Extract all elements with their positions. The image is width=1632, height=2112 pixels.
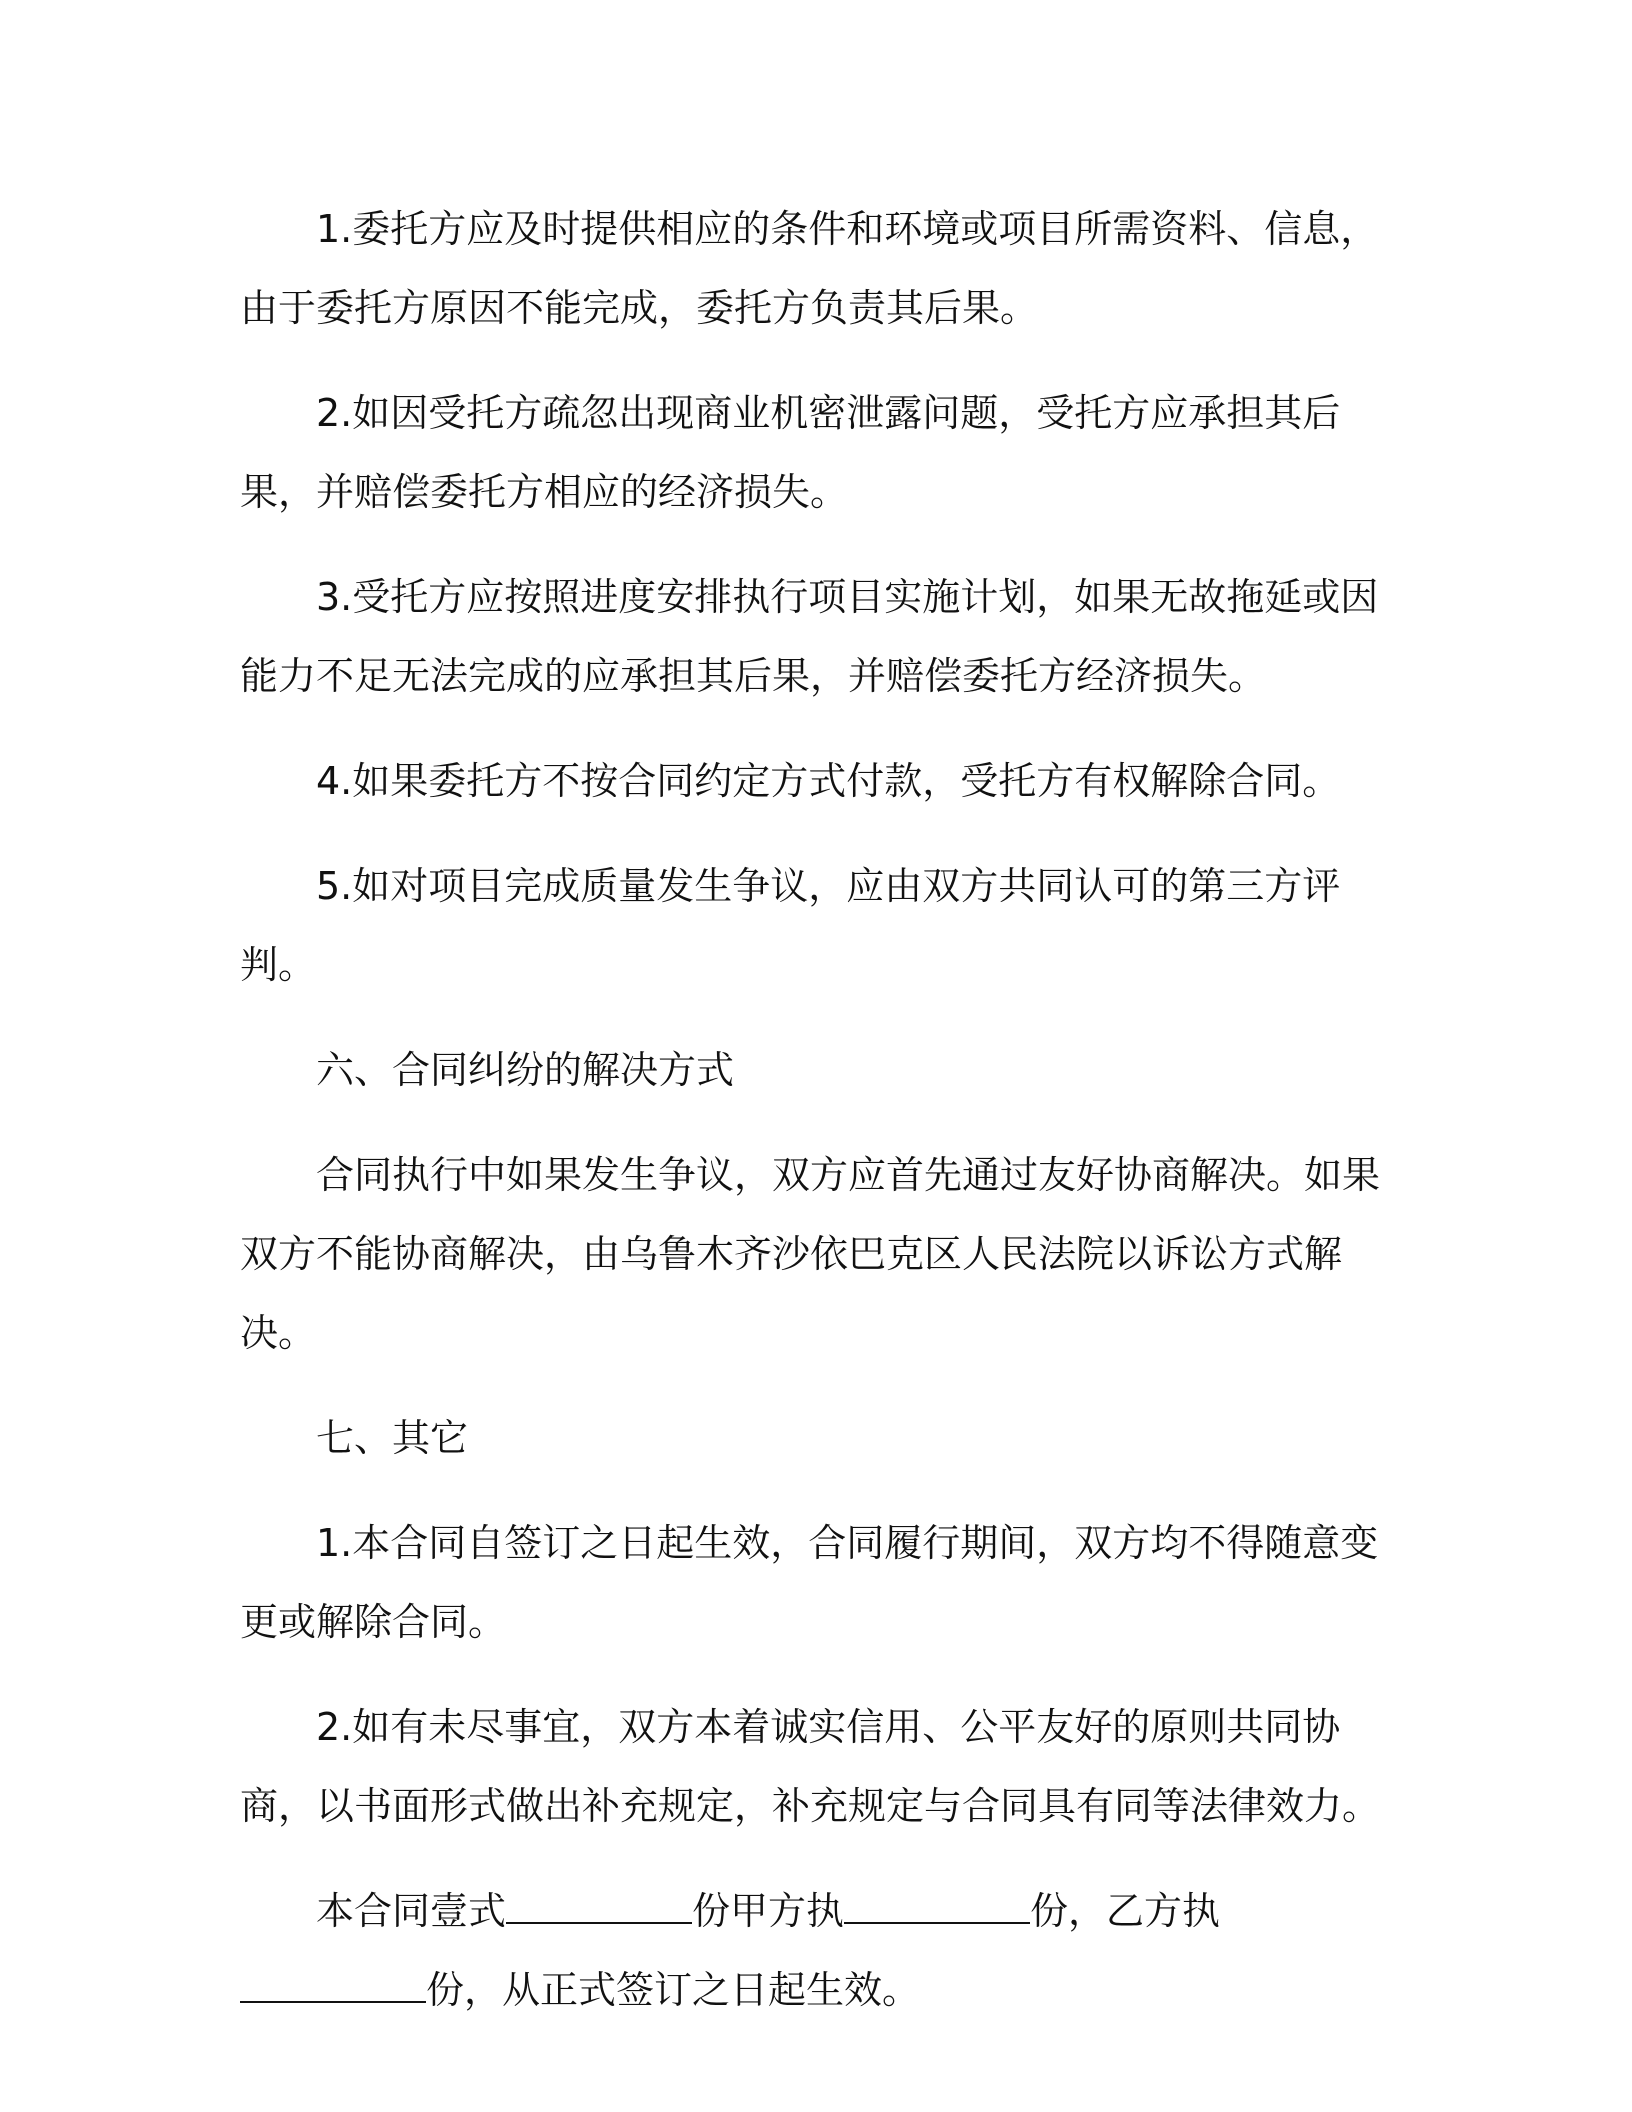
clause-5: 5.如对项目完成质量发生争议，应由双方共同认可的第三方评判。 (240, 864, 1341, 987)
section-heading-dispute: 六、合同纠纷的解决方式 (316, 1048, 735, 1092)
other-clause-2: 2.如有未尽事宜，双方本着诚实信用、公平友好的原则共同协商，以书面形式做出补充规定，补充规定与合同具有同等法律效力。 (240, 1705, 1381, 1828)
other-clause-1: 1.本合同自签订之日起生效，合同履行期间，双方均不得随意变更或解除合同。 (240, 1521, 1379, 1644)
copies-text-2: 份甲方执 (692, 1889, 845, 1933)
blank-total-copies[interactable] (506, 1892, 692, 1924)
clause-4: 4.如果委托方不按合同约定方式付款，受托方有权解除合同。 (316, 759, 1341, 803)
clause-1: 1.委托方应及时提供相应的条件和环境或项目所需资料、信息，由于委托方原因不能完成，委托方负责其后果。 (240, 207, 1379, 330)
clause-2: 2.如因受托方疏忽出现商业机密泄露问题，受托方应承担其后果，并赔偿委托方相应的经济损失。 (240, 391, 1341, 514)
copies-text-1: 本合同壹式 (316, 1889, 507, 1933)
blank-party-b-copies[interactable] (240, 1971, 426, 2003)
copies-text-3: 份，乙方执 (1030, 1889, 1221, 1933)
blank-party-a-copies[interactable] (844, 1892, 1030, 1924)
dispute-resolution-text: 合同执行中如果发生争议，双方应首先通过友好协商解决。如果双方不能协商解决，由乌鲁木齐沙依巴克区人民法院以诉讼方式解决。 (240, 1153, 1381, 1355)
copies-statement (240, 1872, 1390, 2030)
clause-3: 3.受托方应按照进度安排执行项目实施计划，如果无故拖延或因能力不足无法完成的应承担其后果，并赔偿委托方经济损失。 (240, 575, 1379, 698)
document-body (240, 190, 1390, 2056)
section-heading-other: 七、其它 (316, 1416, 469, 1460)
copies-text-4: 份，从正式签订之日起生效。 (426, 1968, 921, 2012)
